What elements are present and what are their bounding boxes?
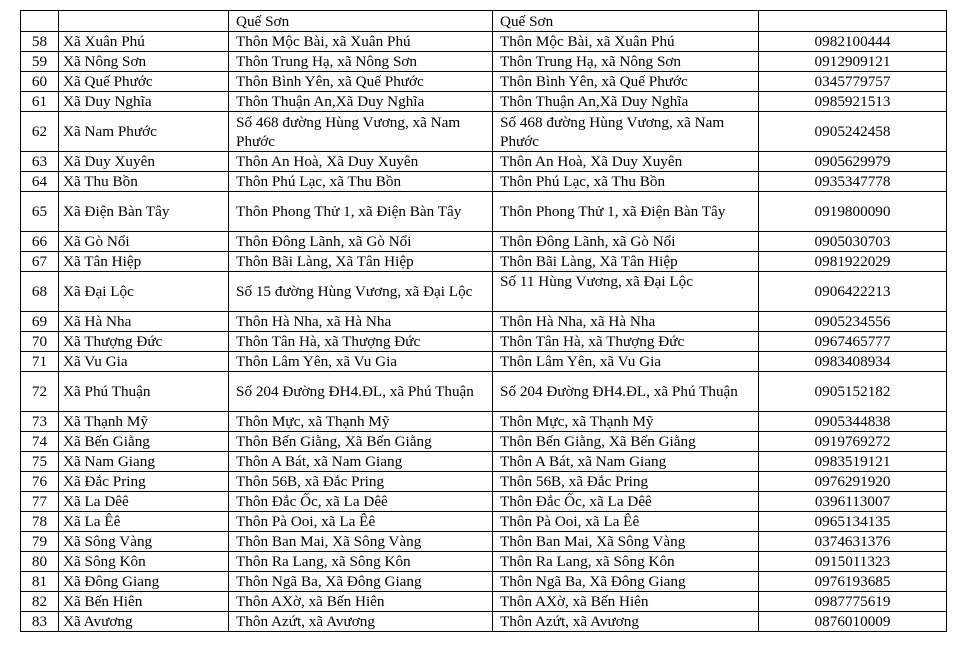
table-row <box>21 432 947 452</box>
commune-name-cell: Xã Nam Giang <box>59 452 229 472</box>
address-1-cell: Thôn Azứt, xã Avương <box>229 612 493 632</box>
address-2-cell: Thôn Tân Hà, xã Thượng Đức <box>493 332 759 352</box>
table-row <box>21 172 947 192</box>
address-1-cell: Thôn Ban Mai, Xã Sông Vàng <box>229 532 493 552</box>
row-number-cell: 64 <box>21 172 59 192</box>
table-row <box>21 612 947 632</box>
row-number-cell: 66 <box>21 232 59 252</box>
address-2-cell: Thôn Lâm Yên, xã Vu Gia <box>493 352 759 372</box>
address-1-cell: Thôn Thuận An,Xã Duy Nghĩa <box>229 92 493 112</box>
commune-name-cell: Xã Avương <box>59 612 229 632</box>
address-2-cell: Số 11 Hùng Vương, xã Đại Lộc <box>493 272 759 312</box>
commune-name-cell: Xã Bến Giằng <box>59 432 229 452</box>
table-row <box>21 312 947 332</box>
row-number-cell: 70 <box>21 332 59 352</box>
commune-name-cell: Xã Gò Nổi <box>59 232 229 252</box>
address-2-cell: Thôn Ban Mai, Xã Sông Vàng <box>493 532 759 552</box>
address-1-cell: Số 15 đường Hùng Vương, xã Đại Lộc <box>229 272 493 312</box>
address-2-cell: Thôn Phú Lạc, xã Thu Bồn <box>493 172 759 192</box>
table-row <box>21 412 947 432</box>
address-1-cell: Thôn Mực, xã Thạnh Mỹ <box>229 412 493 432</box>
commune-name-cell: Xã Phú Thuận <box>59 372 229 412</box>
commune-name-cell: Xã Sông Vàng <box>59 532 229 552</box>
commune-name-cell: Xã Đông Giang <box>59 572 229 592</box>
phone-number-cell: 0919800090 <box>759 192 947 232</box>
commune-name-cell: Xã Vu Gia <box>59 352 229 372</box>
address-2-cell: Số 468 đường Hùng Vương, xã Nam Phước <box>493 112 759 152</box>
row-number-cell: 71 <box>21 352 59 372</box>
phone-number-cell: 0905030703 <box>759 232 947 252</box>
table-row <box>21 192 947 232</box>
table-row <box>21 592 947 612</box>
phone-number-cell: 0981922029 <box>759 252 947 272</box>
address-1-cell: Thôn Hà Nha, xã Hà Nha <box>229 312 493 332</box>
phone-number-cell: 0982100444 <box>759 32 947 52</box>
row-number-cell: 76 <box>21 472 59 492</box>
header-num-cell <box>21 11 59 32</box>
address-1-cell: Số 468 đường Hùng Vương, xã Nam Phước <box>229 112 493 152</box>
phone-number-cell: 0345779757 <box>759 72 947 92</box>
table-row <box>21 552 947 572</box>
address-1-cell: Thôn Bến Giằng, Xã Bến Giằng <box>229 432 493 452</box>
phone-number-cell: 0935347778 <box>759 172 947 192</box>
address-1-cell: Thôn Ngã Ba, Xã Đông Giang <box>229 572 493 592</box>
commune-table-container <box>20 10 946 632</box>
address-1-cell: Thôn Phong Thử 1, xã Điện Bàn Tây <box>229 192 493 232</box>
commune-name-cell: Xã Tân Hiệp <box>59 252 229 272</box>
phone-number-cell: 0905234556 <box>759 312 947 332</box>
phone-number-cell: 0965134135 <box>759 512 947 532</box>
address-1-cell: Thôn Pà Ooi, xã La Êê <box>229 512 493 532</box>
phone-number-cell: 0905629979 <box>759 152 947 172</box>
table-row <box>21 112 947 152</box>
row-number-cell: 59 <box>21 52 59 72</box>
row-number-cell: 68 <box>21 272 59 312</box>
table-row <box>21 372 947 412</box>
commune-name-cell: Xã Nam Phước <box>59 112 229 152</box>
commune-name-cell: Xã Thu Bồn <box>59 172 229 192</box>
address-1-cell: Thôn AXờ, xã Bến Hiên <box>229 592 493 612</box>
address-2-cell: Thôn Hà Nha, xã Hà Nha <box>493 312 759 332</box>
phone-number-cell: 0905242458 <box>759 112 947 152</box>
address-2-cell: Thôn Mực, xã Thạnh Mỹ <box>493 412 759 432</box>
address-2-cell: Thôn Mộc Bài, xã Xuân Phú <box>493 32 759 52</box>
address-2-cell: Số 204 Đường ĐH4.ĐL, xã Phú Thuận <box>493 372 759 412</box>
table-row <box>21 92 947 112</box>
address-2-cell: Thôn An Hoà, Xã Duy Xuyên <box>493 152 759 172</box>
address-1-cell: Thôn Đắc Ốc, xã La Dêê <box>229 492 493 512</box>
row-number-cell: 75 <box>21 452 59 472</box>
address-1-cell: Thôn A Bát, xã Nam Giang <box>229 452 493 472</box>
table-row <box>21 452 947 472</box>
phone-number-cell: 0976193685 <box>759 572 947 592</box>
commune-name-cell: Xã La Dêê <box>59 492 229 512</box>
commune-name-cell: Xã Duy Nghĩa <box>59 92 229 112</box>
address-2-cell: Thôn Ra Lang, xã Sông Kôn <box>493 552 759 572</box>
phone-number-cell: 0912909121 <box>759 52 947 72</box>
commune-name-cell: Xã Quế Phước <box>59 72 229 92</box>
table-row <box>21 352 947 372</box>
address-1-cell: Số 204 Đường ĐH4.ĐL, xã Phú Thuận <box>229 372 493 412</box>
address-2-cell: Thôn A Bát, xã Nam Giang <box>493 452 759 472</box>
address-1-cell: Thôn Mộc Bài, xã Xuân Phú <box>229 32 493 52</box>
table-row <box>21 332 947 352</box>
address-2-cell: Thôn Pà Ooi, xã La Êê <box>493 512 759 532</box>
address-1-cell: Thôn 56B, xã Đắc Pring <box>229 472 493 492</box>
address-2-cell: Thôn AXờ, xã Bến Hiên <box>493 592 759 612</box>
commune-name-cell: Xã Thượng Đức <box>59 332 229 352</box>
address-2-cell: Thôn Ngã Ba, Xã Đông Giang <box>493 572 759 592</box>
commune-name-cell: Xã Bến Hiên <box>59 592 229 612</box>
row-number-cell: 58 <box>21 32 59 52</box>
phone-number-cell: 0876010009 <box>759 612 947 632</box>
address-2-cell: Thôn Đắc Ốc, xã La Dêê <box>493 492 759 512</box>
address-1-cell: Thôn Phú Lạc, xã Thu Bồn <box>229 172 493 192</box>
row-number-cell: 77 <box>21 492 59 512</box>
table-row <box>21 492 947 512</box>
phone-number-cell: 0967465777 <box>759 332 947 352</box>
address-1-cell: Thôn Đông Lãnh, xã Gò Nổi <box>229 232 493 252</box>
address-2-cell: Thôn 56B, xã Đắc Pring <box>493 472 759 492</box>
row-number-cell: 78 <box>21 512 59 532</box>
row-number-cell: 81 <box>21 572 59 592</box>
row-number-cell: 74 <box>21 432 59 452</box>
table-row <box>21 532 947 552</box>
address-1-cell: Thôn Bình Yên, xã Quế Phước <box>229 72 493 92</box>
phone-number-cell: 0905152182 <box>759 372 947 412</box>
row-number-cell: 60 <box>21 72 59 92</box>
address-2-cell: Thôn Phong Thử 1, xã Điện Bàn Tây <box>493 192 759 232</box>
table-row <box>21 252 947 272</box>
commune-name-cell: Xã Đại Lộc <box>59 272 229 312</box>
address-2-cell: Thôn Thuận An,Xã Duy Nghĩa <box>493 92 759 112</box>
row-number-cell: 72 <box>21 372 59 412</box>
commune-name-cell: Xã Thạnh Mỹ <box>59 412 229 432</box>
row-number-cell: 79 <box>21 532 59 552</box>
address-1-cell: Thôn Bãi Làng, Xã Tân Hiệp <box>229 252 493 272</box>
commune-name-cell: Xã Hà Nha <box>59 312 229 332</box>
commune-name-cell: Xã Nông Sơn <box>59 52 229 72</box>
address-2-cell: Thôn Bình Yên, xã Quế Phước <box>493 72 759 92</box>
table-row <box>21 232 947 252</box>
header-address-2-cell: Quế Sơn <box>493 11 759 32</box>
row-number-cell: 83 <box>21 612 59 632</box>
address-2-cell: Thôn Bãi Làng, Xã Tân Hiệp <box>493 252 759 272</box>
row-number-cell: 67 <box>21 252 59 272</box>
header-commune-cell <box>59 11 229 32</box>
header-address-1-cell: Quế Sơn <box>229 11 493 32</box>
phone-number-cell: 0976291920 <box>759 472 947 492</box>
phone-number-cell: 0396113007 <box>759 492 947 512</box>
commune-name-cell: Xã Điện Bàn Tây <box>59 192 229 232</box>
address-2-cell: Thôn Đông Lãnh, xã Gò Nổi <box>493 232 759 252</box>
row-number-cell: 61 <box>21 92 59 112</box>
commune-address-table <box>20 10 947 632</box>
address-2-cell: Thôn Azứt, xã Avương <box>493 612 759 632</box>
phone-number-cell: 0919769272 <box>759 432 947 452</box>
commune-name-cell: Xã Sông Kôn <box>59 552 229 572</box>
commune-name-cell: Xã Duy Xuyên <box>59 152 229 172</box>
table-row <box>21 572 947 592</box>
row-number-cell: 69 <box>21 312 59 332</box>
phone-number-cell: 0906422213 <box>759 272 947 312</box>
address-1-cell: Thôn An Hoà, Xã Duy Xuyên <box>229 152 493 172</box>
phone-number-cell: 0983519121 <box>759 452 947 472</box>
address-1-cell: Thôn Trung Hạ, xã Nông Sơn <box>229 52 493 72</box>
row-number-cell: 73 <box>21 412 59 432</box>
address-1-cell: Thôn Ra Lang, xã Sông Kôn <box>229 552 493 572</box>
row-number-cell: 80 <box>21 552 59 572</box>
row-number-cell: 65 <box>21 192 59 232</box>
table-row <box>21 472 947 492</box>
address-1-cell: Thôn Lâm Yên, xã Vu Gia <box>229 352 493 372</box>
row-number-cell: 63 <box>21 152 59 172</box>
address-2-cell: Thôn Trung Hạ, xã Nông Sơn <box>493 52 759 72</box>
table-row <box>21 32 947 52</box>
table-row <box>21 272 947 312</box>
phone-number-cell: 0374631376 <box>759 532 947 552</box>
phone-number-cell: 0987775619 <box>759 592 947 612</box>
table-row <box>21 72 947 92</box>
phone-number-cell: 0905344838 <box>759 412 947 432</box>
row-number-cell: 82 <box>21 592 59 612</box>
phone-number-cell: 0985921513 <box>759 92 947 112</box>
commune-name-cell: Xã Xuân Phú <box>59 32 229 52</box>
row-number-cell: 62 <box>21 112 59 152</box>
commune-name-cell: Xã La Êê <box>59 512 229 532</box>
table-row <box>21 152 947 172</box>
address-2-cell: Thôn Bến Giằng, Xã Bến Giằng <box>493 432 759 452</box>
table-header-row <box>21 11 947 32</box>
table-row <box>21 52 947 72</box>
phone-number-cell: 0915011323 <box>759 552 947 572</box>
header-phone-cell <box>759 11 947 32</box>
address-1-cell: Thôn Tân Hà, xã Thượng Đức <box>229 332 493 352</box>
phone-number-cell: 0983408934 <box>759 352 947 372</box>
commune-name-cell: Xã Đắc Pring <box>59 472 229 492</box>
table-row <box>21 512 947 532</box>
